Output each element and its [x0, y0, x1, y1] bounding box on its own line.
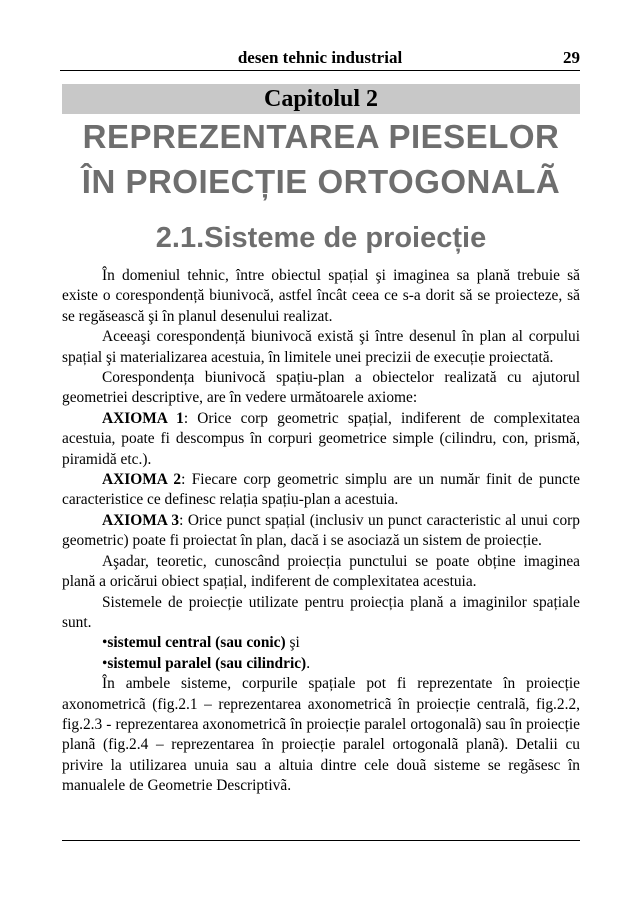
- bullet-icon: •: [102, 634, 108, 652]
- section-title: 2.1.Sisteme de proiecție: [155, 222, 487, 254]
- running-header: [60, 44, 580, 71]
- bullet-item: [62, 633, 580, 653]
- axiom-paragraph: [62, 511, 580, 552]
- bullet-label: sistemul paralel (sau cilindric): [107, 654, 307, 672]
- axiom-label: AXIOMA 2: [102, 471, 182, 489]
- axiom-label: AXIOMA 3: [102, 511, 180, 529]
- paragraph: Aşadar, teoretic, cunoscând proiecția punctului se poate obține imaginea plană a oricărui obiect spațial, indiferent de complexitatea acestuia.: [62, 552, 580, 591]
- paragraph: În domeniul tehnic, între obiectul spațial şi imaginea sa plană trebuie să existe o corespondență biunivocă, astfel încât ceea ce s-a dorit să se proiecteze, să se regăsească şi în planul desenului realizat.: [62, 267, 580, 325]
- paragraph: Corespondența biunivocă spațiu-plan a obiectelor realizată cu ajutorul geometriei descriptive, are în vedere următoarele axiome:: [62, 369, 580, 407]
- chapter-title-line1: REPREZENTAREA PIESELOR: [82, 118, 560, 155]
- axiom-paragraph: [62, 409, 580, 470]
- bullet-icon: •: [102, 654, 108, 672]
- axiom-label: AXIOMA 1: [102, 409, 184, 427]
- paragraph: Sistemele de proiecție utilizate pentru proiecția plană a imaginilor spațiale sunt.: [62, 593, 580, 631]
- body-text: [62, 266, 580, 797]
- bullet-tail: şi: [285, 634, 300, 652]
- bottom-rule: [62, 840, 580, 841]
- bullet-item: [62, 654, 580, 674]
- paragraph: În ambele sisteme, corpurile spațiale pot fi reprezentate în proiecție axonometricã (fig.2.1 – reprezentarea axonometricã în proiecție centralã, fig.2.2, fig.2.3 - reprezentarea axonometricã în proiecție paralel ortogonalã) sau în proiecție planã (fig.2.4 – reprezentarea în proiecție paralel ortogonalã planã). Detalii cu privire la utilizarea unuia sau a altuia dintre cele douã sisteme se regãsesc în manualele de Geometrie Descriptivã.: [62, 675, 580, 795]
- chapter-title-line2: ÎN PROIECȚIE ORTOGONALÃ: [81, 163, 561, 200]
- chapter-label: Capitolul 2: [62, 84, 580, 114]
- page-number: 29: [563, 48, 580, 67]
- bullet-label: sistemul central (sau conic): [107, 634, 286, 652]
- axiom-text: : Orice punct spațial (inclusiv un punct caracteristic al unui corp geometric) poate fi proiectat în plan, dacă i se asociază un sistem de proiecție.: [62, 511, 580, 550]
- axiom-paragraph: [62, 470, 580, 511]
- axiom-text: : Fiecare corp geometric simplu are un număr finit de puncte caracteristice ce definesc relația spațiu-plan a acestuia.: [62, 471, 580, 509]
- axiom-text: : Orice corp geometric spațial, indiferent de complexitatea acestuia, poate fi descompus în corpuri geometrice simple (cilindru, con, prismă, piramidă etc.).: [62, 409, 580, 468]
- running-title: desen tehnic industrial: [237, 48, 403, 67]
- paragraph: Aceeaşi corespondență biunivocă există şi între desenul în plan al corpului spațial şi materializarea acestuia, în limitele unei precizii de execuție proiectată.: [62, 328, 580, 366]
- bullet-tail: .: [306, 654, 311, 672]
